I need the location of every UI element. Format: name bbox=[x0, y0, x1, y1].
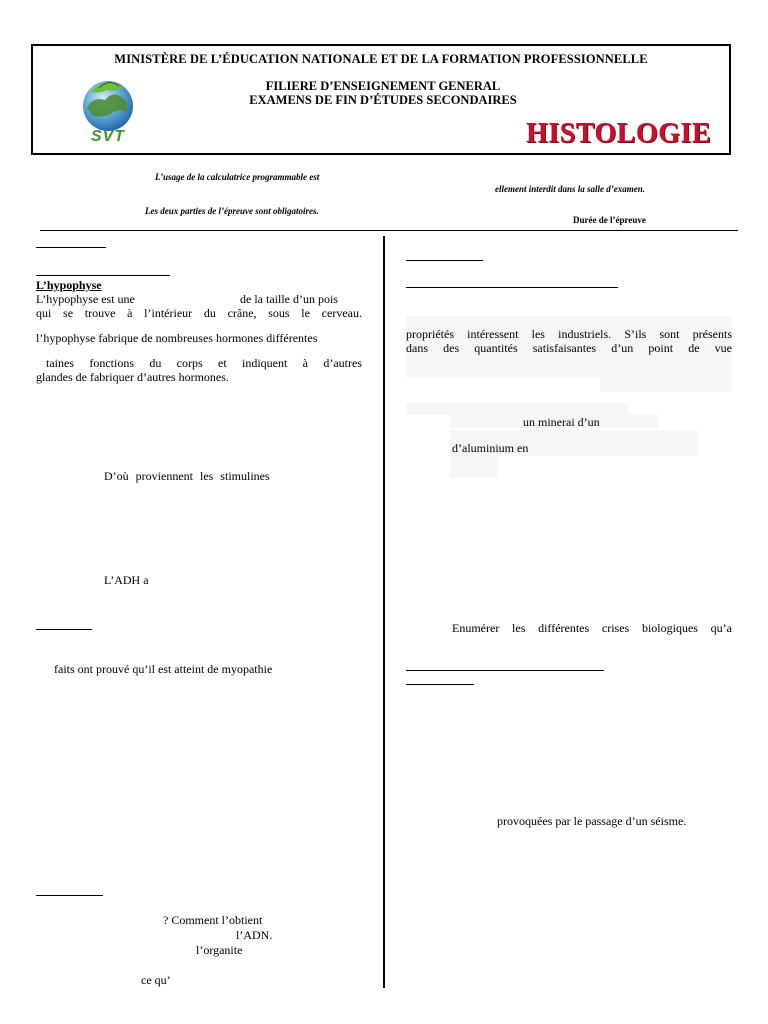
paragraph-text: qui se trouve à l’intérieur du crâne, sous le cerveau. bbox=[36, 306, 362, 320]
svt-logo bbox=[73, 78, 143, 146]
blank-line bbox=[36, 275, 170, 276]
paragraph-text: propriétés intéressent les industriels. S’ils sont présents bbox=[406, 327, 732, 341]
exam-header bbox=[31, 44, 731, 155]
redacted-block bbox=[600, 378, 732, 392]
blank-line bbox=[406, 684, 474, 685]
section-title-hypophyse: L’hypophyse bbox=[36, 278, 102, 292]
filiere-title: FILIERE D’ENSEIGNEMENT GENERAL bbox=[265, 79, 501, 93]
blank-line bbox=[36, 629, 92, 630]
instruction-mandatory: Les deux parties de l’épreuve sont obligatoires. bbox=[145, 206, 319, 216]
paragraph-text: dans des quantités satisfaisantes d’un point de vue bbox=[406, 341, 732, 355]
blank-line bbox=[406, 670, 604, 671]
column-divider bbox=[383, 236, 385, 988]
redacted-block bbox=[450, 456, 498, 478]
paragraph-text: provoquées par le passage d’un séisme. bbox=[497, 814, 687, 828]
instruction-calculator-cont: ellement interdit dans la salle d’examen. bbox=[495, 184, 645, 194]
instructions-divider bbox=[40, 230, 738, 231]
examens-title: EXAMENS DE FIN D’ÉTUDES SECONDAIRES bbox=[249, 93, 517, 107]
exam-duration-label: Durée de l’épreuve bbox=[573, 215, 646, 225]
paragraph-text: L’hypophyse est une bbox=[36, 292, 135, 306]
question-adh: L’ADH a bbox=[104, 573, 149, 587]
paragraph-text: d’aluminium en bbox=[452, 441, 529, 455]
question-obtient: ? Comment l’obtient bbox=[163, 913, 263, 927]
blank-line bbox=[36, 247, 106, 248]
paragraph-text: faits ont prouvé qu’il est atteint de myopathie bbox=[54, 662, 273, 676]
svt-logo-text: SVT bbox=[90, 128, 126, 145]
paragraph-text: l’ADN. bbox=[236, 928, 273, 942]
question-stimulines: D’où proviennent les stimulines bbox=[104, 469, 270, 483]
paragraph-text: ce qu’ bbox=[141, 973, 171, 987]
blank-line bbox=[36, 895, 103, 896]
paragraph-text: taines fonctions du corps et indiquent à d’autres bbox=[46, 356, 362, 370]
paragraph-text: de la taille d’un pois bbox=[240, 292, 338, 306]
instruction-calculator: L’usage de la calculatrice programmable est bbox=[155, 172, 320, 182]
paragraph-text: un minerai d’un bbox=[523, 415, 600, 429]
subject-title: HISTOLOGIE bbox=[525, 118, 711, 149]
paragraph-text: glandes de fabriquer d’autres hormones. bbox=[36, 370, 229, 384]
paragraph-text: l’hypophyse fabrique de nombreuses hormones différentes bbox=[36, 331, 318, 345]
question-crises: Enumérer les différentes crises biologiques qu’a bbox=[452, 621, 732, 635]
blank-line bbox=[406, 287, 618, 288]
ministry-title: MINISTÈRE DE L’ÉDUCATION NATIONALE ET DE LA FORMATION PROFESSIONNELLE bbox=[114, 52, 648, 66]
paragraph-text: l’organite bbox=[196, 943, 243, 957]
blank-line bbox=[406, 260, 483, 261]
